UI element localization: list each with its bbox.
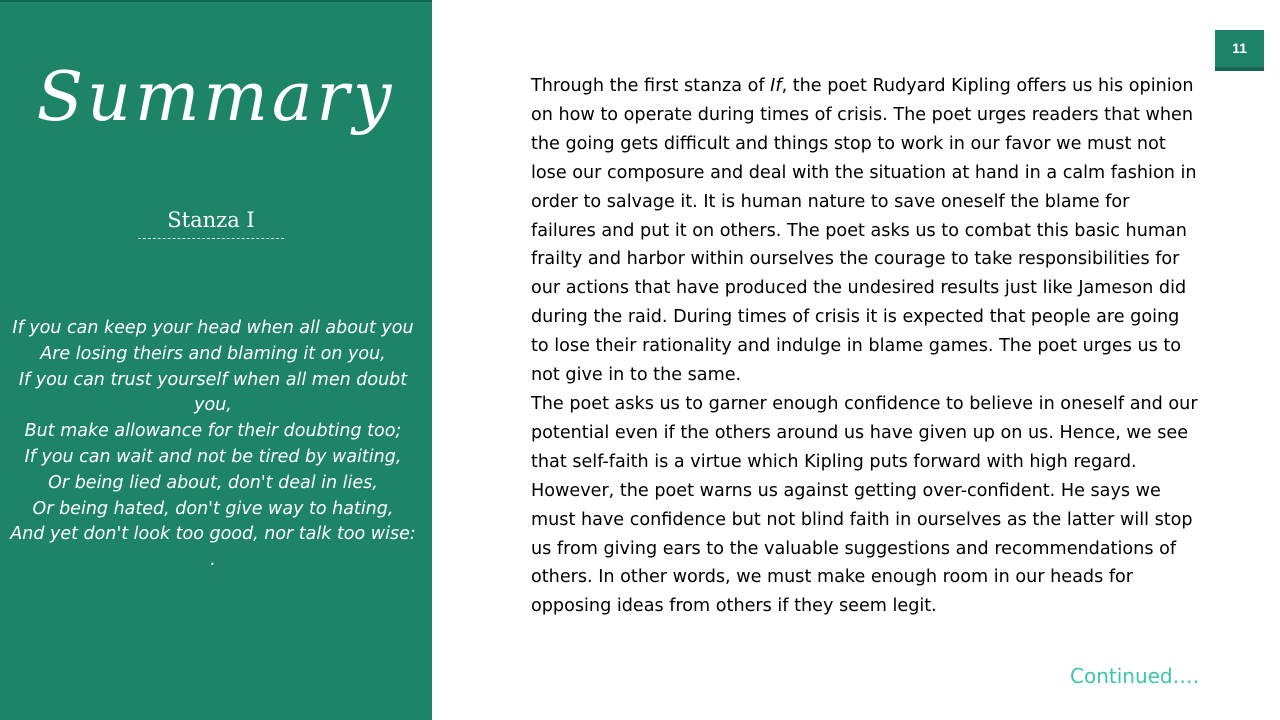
summary-paragraph-2: The poet asks us to garner enough confidence to believe in oneself and our potential even if the others around us have given up on us. Hence, we see that self-faith is a virtue which Kipling puts forward with high regard. However, the poet warns us against getting over-confident. He says we must have confidence but not blind faith in ourselves as the latter will stop us from giving ears to the valuable suggestions and recommendations of others. In other words, we must make enough room in our heads for opposing ideas from others if they seem legit. [531,393,1198,617]
summary-body [531,72,1199,621]
poem-line: But make allowance for their doubting too; [24,421,402,442]
paragraph-text: , the poet Rudyard Kipling offers us his opinion on how to operate during times of crisis. The poet urges readers that when the going gets difficult and things stop to work in our favor we must not lose our composure and deal with the situation at hand in a calm fashion in order to salvage it. It is human nature to save oneself the blame for failures and put it on others. The poet asks us to combat this basic human frailty and harbor within ourselves the courage to take responsibilities for our actions that have produced the undesired results just like Jameson did during the raid. During times of crisis it is expected that people are going to lose their rationality and indulge in blame games. The poet urges us to not give in to the same. [531,76,1197,386]
poem-excerpt [6,316,420,574]
poem-title-italic: If [770,76,782,96]
slide-title: Summary [36,58,396,137]
continued-link[interactable]: Continued…. [1070,664,1199,688]
poem-line: If you can keep your head when all about you [12,318,414,338]
poem-line: . [210,550,216,571]
poem-line: Are losing theirs and blaming it on you, [40,343,386,364]
summary-paragraph-1 [531,72,1199,390]
left-panel [0,0,432,720]
poem-line: Or being hated, don't give way to hating, [32,498,394,519]
poem-line: Or being lied about, don't deal in lies, [48,472,378,493]
poem-line: If you can wait and not be tired by waiting, [24,446,402,467]
poem-line: And yet don't look too good, nor talk too wise: [10,524,416,545]
paragraph-text: Through the first stanza of [531,76,771,96]
panel-top-border [0,0,432,2]
poem-line: If you can trust yourself when all men doubt you, [18,369,408,416]
stanza-subtitle: Stanza I [138,208,284,239]
page-number-badge: 11 [1215,30,1264,71]
